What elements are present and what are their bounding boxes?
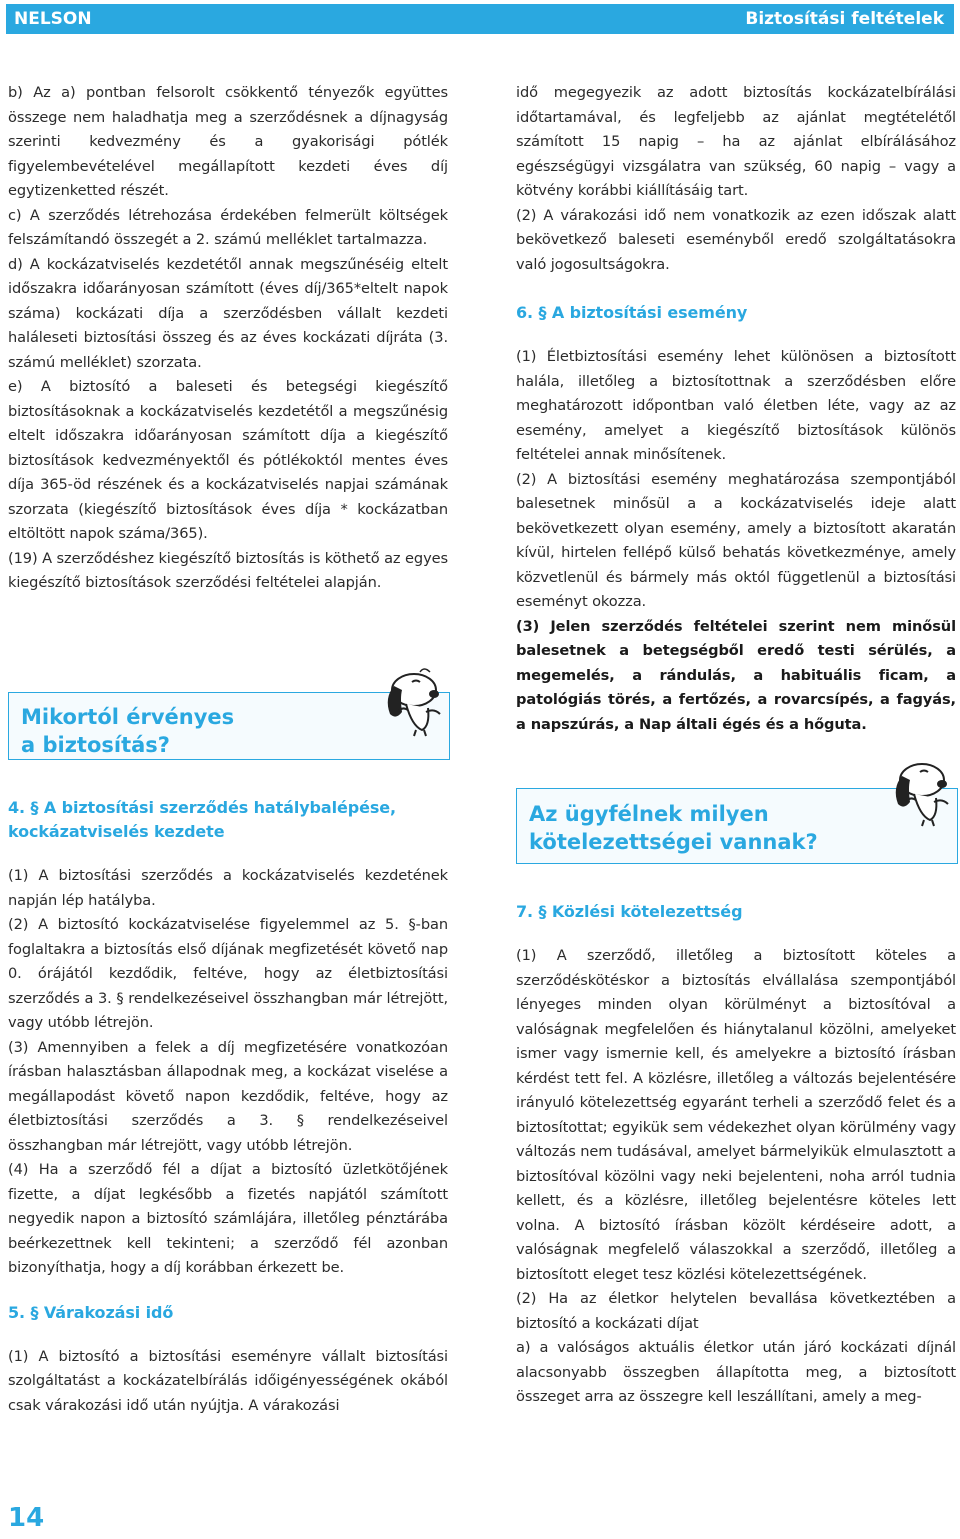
paragraph-d: d) A kockázatviselés kezdetétől annak megszűnéséig eltelt időszakra időarányosan számított (éves díj/365*eltelt napok száma) kockázati díja a szerződésben vállalt kezdeti haláleseti biztosítási összeg és az éves kockázati díjráta (3. számú melléklet) szorzata. [8,255,448,371]
document-title: Biztosítási feltételek [745,9,944,29]
paragraph-b: b) Az a) pontban felsorolt csökkentő tényezők együttes összege nem haladhatja meg a szerződésnek a díjnagyság szerinti kedvezmény és a gyakorisági pótlék figyelembevételével megállapított kezdeti éves díj egytizenketted részét. [8,84,448,199]
section-6-paragraph-3: (3) Jelen szerződés feltételei szerint nem minősül balesetnek a betegségből eredő testi sérülés, a megemelés, a rándulás, a habituális ficam, a patológiás törés, a fertőzés, a rovarcsípés, a fagyás, a napszúrás, a Nap általi égés és a hőguta. [516,617,956,733]
section-4-paragraph-1: (1) A biztosítási szerződés a kockázatviselés kezdetének napján lép hatályba. [8,867,448,909]
page-header [6,4,954,34]
section-7-paragraph-a: a) a valóságos aktuális életkor után járó kockázati díjnál alacsonyabb összegben állapította meg, a biztosított összeget arra az összegre kell leszállítani, amely a meg- [516,1339,956,1405]
section-7-paragraph-1: (1) A szerződő, illetőleg a biztosított köteles a szerződéskötéskor a biztosítás elvállalása szempontjából lényeges minden olyan körülményt a biztosítóval a valóságnak megfelelően és hiánytalanul közölni, amelyeket ismer vagy ismernie kell, és amelyekre a biztosító írásban kérdést tett fel. A közlésre, illetőleg a változás bejelentésére irányuló kötelezettség egyaránt terheli a szerződő felet és a biztosítottat; egyikük sem védekezhet olyan körülmény vagy változás nem tudásával, amelyet bármelyikük elmulasztott a biztosítóval közölni vagy neki bejelenteni, noha arról tudnia kellett, és a közlésre, illetőleg bejelentésre köteles lett volna. A biztosító írásban közölt kérdéseire adott, a valóságnak megfelelő válaszokkal a szerződő, illetőleg a biztosított eleget tesz közlési kötelezettségének. [516,947,956,1283]
snoopy-illustration-icon [372,668,452,738]
paragraph-19: (19) A szerződéshez kiegészítő biztosítás is köthető az egyes kiegészítő biztosítások szerződési feltételei alapján. [8,549,448,591]
section-4-title: 4. § A biztosítási szerződés hatálybalépése, kockázatviselés kezdete [8,798,396,841]
callout-line-1: Az ügyfélnek milyen [529,802,769,826]
section-5-paragraph-1: (1) A biztosító a biztosítási eseményre vállalt biztosítási szolgáltatást a kockázatelbírálás időigényességének okából csak várakozási idő után nyújtja. A várakozási [8,1347,448,1414]
left-column-top [8,81,448,596]
callout-line-2: kötelezettségei vannak? [529,830,818,854]
paragraph-c: c) A szerződés létrehozása érdekében felmerült költségek felszámítandó összegét a 2. számú melléklet tartalmazza. [8,206,448,248]
section-4-paragraph-2: (2) A biztosító kockázatviselése figyelemmel az 5. §-ban foglaltakra a biztosítás első díjának megfizetését követő nap 0. órájától kezdődik, feltéve, hogy az életbiztosítási szerződés a 3. § rendelkezéseivel összhangban már létrejött, vagy utóbb létrejön. [8,916,448,1031]
callout-line-2: a biztosítás? [21,733,170,757]
section-4-paragraph-4: (4) Ha a szerződő fél a díjat a biztosító üzletkötőjének fizette, a díjat legkésőbb a fizetés napjától számított negyedik napon a biztosító számlájára, illetőleg pénztárába beérkezettnek kell tekinteni; a szerződő fél azonban bizonyíthatja, hogy a díj korábban érkezett be. [8,1161,448,1276]
snoopy-illustration-icon [880,758,960,828]
right-column-bottom [516,900,956,1410]
section-6-paragraph-1: (1) Életbiztosítási esemény lehet különösen a biztosított halála, illetőleg a biztosítottnak a szerződésben előre meghatározott időpontban való életben léte, vagy az az esemény, amelyet a kiegészítő biztosítások különös feltételei annak minősítenek. [516,348,956,463]
paragraph-e: e) A biztosító a baleseti és betegségi kiegészítő biztosításoknak a kockázatviselés kezdetétől a megszűnésig eltelt időszakra időarányosan számított díja a kiegészítő biztosítások kedvezményektől és pótlékoktól mentes éves díja 365-öd részének és a kockázatviselés napjai számának szorzata (kiegészítő biztosítások éves díja * kockázatban eltöltött napok száma/365). [8,378,448,542]
waiting-period-paragraph-2: (2) A várakozási idő nem vonatkozik az ezen időszak alatt bekövetkező baleseti eseményből eredő szolgáltatásokra való jogosultságokra. [516,206,956,273]
section-7-paragraph-2: (2) Ha az életkor helytelen bevallása következtében a biztosító a kockázati díjat [516,1290,956,1332]
brand-name: NELSON [14,9,92,29]
right-column-top [516,81,956,737]
page-number: 14 [8,1503,45,1533]
waiting-period-continued: idő megegyezik az adott biztosítás kockázatelbírálási időtartamával, és legfeljebb az ajánlat megtételétől számított 15 napig – ha az ajánlat elbírálásához egészségügyi vizsgálatra van szükség, 60 napig – vagy a kötvény korábbi kiállításáig tart. [516,84,956,199]
left-column-bottom [8,796,448,1418]
section-5-title: 5. § Várakozási idő [8,1302,174,1322]
section-6-paragraph-2: (2) A biztosítási esemény meghatározása szempontjából balesetnek minősül a a kockázatviselés ideje alatt bekövetkezett olyan esemény, amely a biztosított akaratán kívül, hirtelen fellépő külső behatás következménye, amely közvetlenül és bármely más októl függetlenül a biztosítási eseményt okozza. [516,470,956,610]
section-6-title: 6. § A biztosítási esemény [516,303,748,322]
section-7-title: 7. § Közlési kötelezettség [516,902,743,921]
callout-line-1: Mikortól érvényes [21,705,235,729]
section-4-paragraph-3: (3) Amennyiben a felek a díj megfizetésére vonatkozóan írásban halasztásban állapodnak meg, a kockázat viselése a megállapodást követő napon kezdődik, feltéve, hogy az életbiztosítási szerződés a 3. § rendelkezéseivel összhangban már létrejött, vagy utóbb létrejön. [8,1038,448,1154]
